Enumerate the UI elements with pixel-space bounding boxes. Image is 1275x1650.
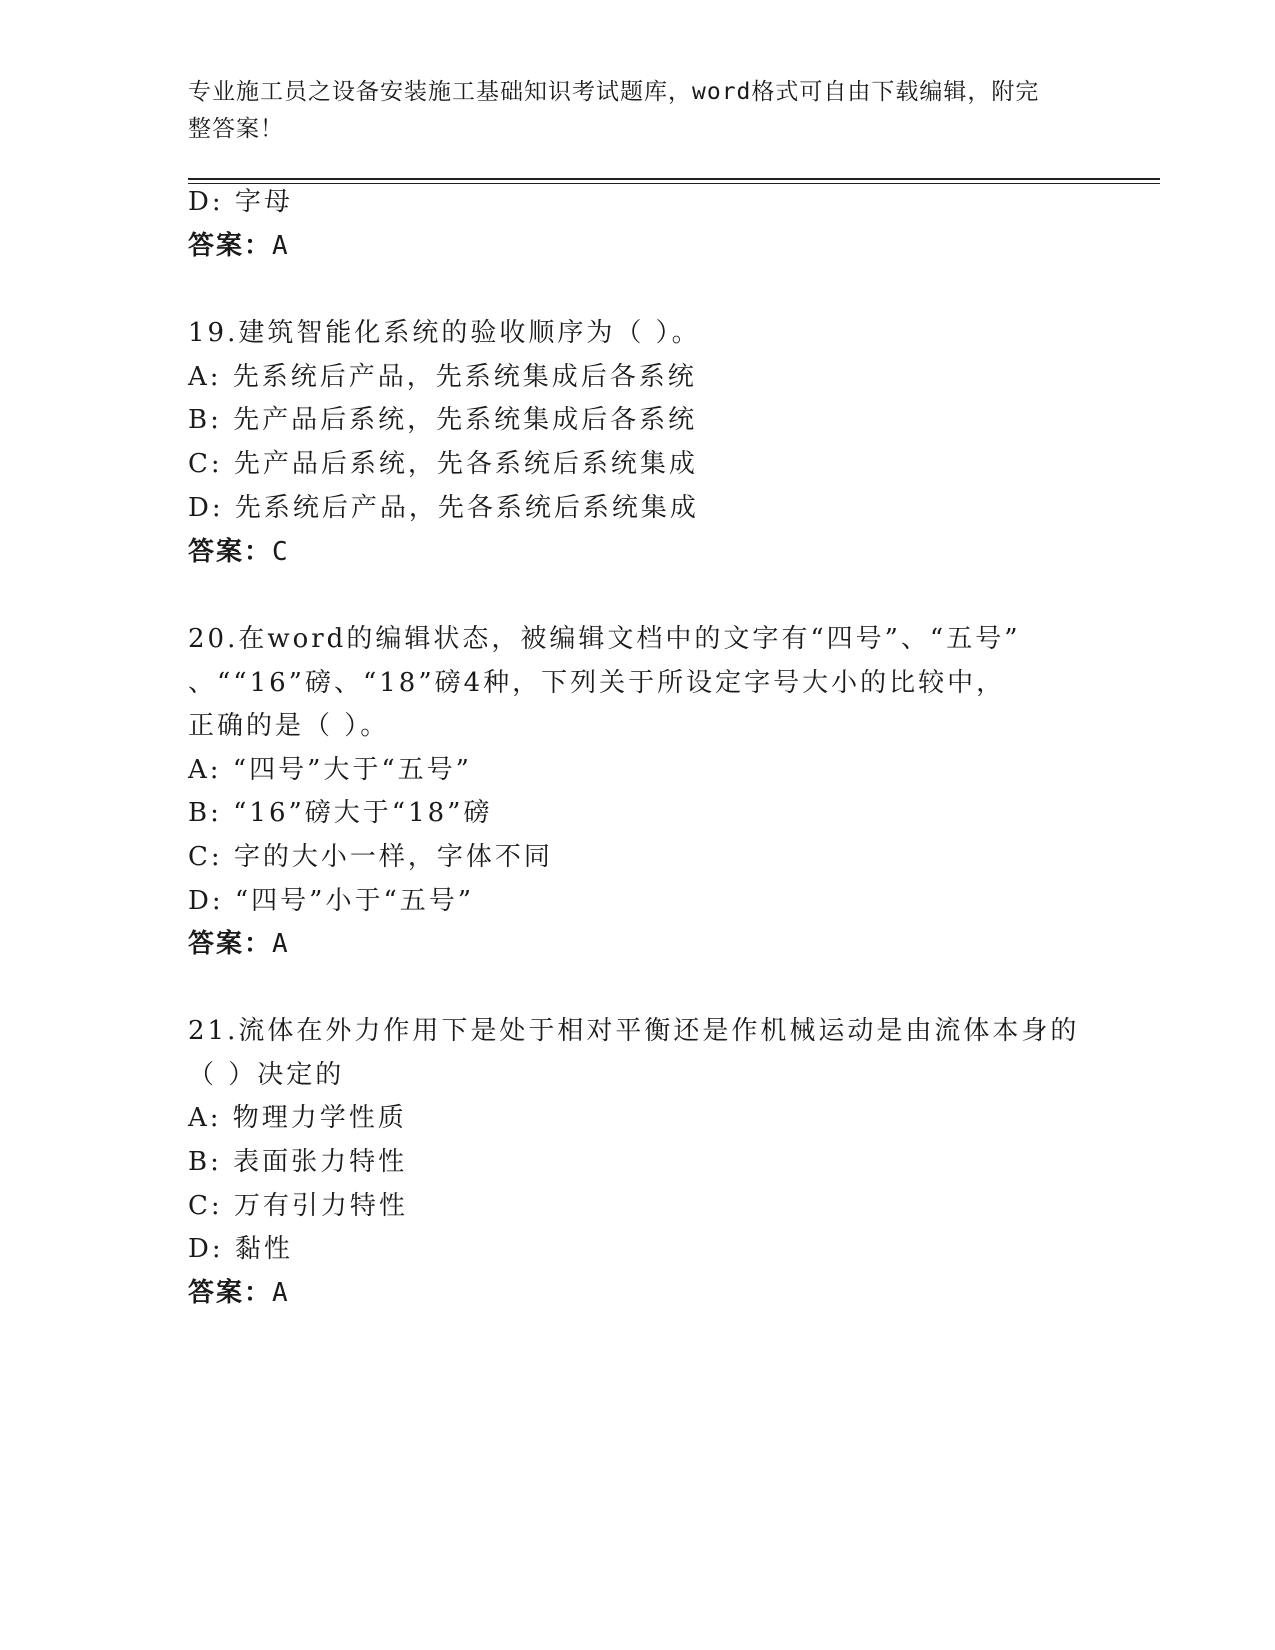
q21-stem-line-2: （ ）决定的: [188, 1060, 345, 1090]
answer-label: 答案：: [188, 1278, 273, 1308]
header-line-2: 整答案！: [188, 116, 284, 142]
q21-option-b: B: 表面张力特性: [188, 1147, 408, 1177]
header-rule-thin: [188, 183, 1160, 184]
q20-option-a: A: “四号”大于“五号”: [188, 755, 472, 785]
q20-stem-line-3: 正确的是（ ）。: [188, 711, 390, 741]
q19-answer: [188, 535, 290, 569]
q19-option-a: A: 先系统后产品，先系统集成后各系统: [188, 362, 697, 392]
q19-option-d: D: 先系统后产品，先各系统后系统集成: [188, 493, 699, 523]
answer-label: 答案：: [188, 537, 273, 567]
q20-stem-line-1: 20.在word的编辑状态，被编辑文档中的文字有“四号”、“五号”: [188, 624, 1021, 654]
header-rule-thick: [188, 178, 1160, 180]
answer-value: A: [272, 929, 290, 959]
q20-option-b: B: “16”磅大于“18”磅: [188, 798, 493, 828]
header-line-1: 专业施工员之设备安装施工基础知识考试题库，word格式可自由下载编辑，附完: [188, 79, 1040, 105]
q21-stem-line-1: 21.流体在外力作用下是处于相对平衡还是作机械运动是由流体本身的: [188, 1016, 1080, 1046]
q19-stem: 19.建筑智能化系统的验收顺序为（ ）。: [188, 318, 701, 348]
answer-value: A: [272, 231, 290, 261]
answer-value: C: [272, 537, 290, 567]
prev-option-d: D: 字母: [188, 187, 293, 217]
document-header: [188, 74, 1088, 148]
q19-option-c: C: 先产品后系统，先各系统后系统集成: [188, 449, 698, 479]
q21-option-d: D: 黏性: [188, 1234, 293, 1264]
q20-answer: [188, 927, 290, 961]
q19-option-b: B: 先产品后系统，先系统集成后各系统: [188, 405, 698, 435]
q21-option-c: C: 万有引力特性: [188, 1191, 408, 1221]
q20-stem-line-2: 、““16”磅、“18”磅4种，下列关于所设定字号大小的比较中，: [188, 668, 1006, 698]
answer-label: 答案：: [188, 231, 273, 261]
answer-label: 答案：: [188, 929, 273, 959]
q21-option-a: A: 物理力学性质: [188, 1103, 407, 1133]
q21-answer: [188, 1276, 290, 1310]
prev-answer: [188, 229, 290, 263]
answer-value: A: [272, 1278, 290, 1308]
q20-option-c: C: 字的大小一样，字体不同: [188, 842, 553, 872]
q20-option-d: D: “四号”小于“五号”: [188, 886, 475, 916]
